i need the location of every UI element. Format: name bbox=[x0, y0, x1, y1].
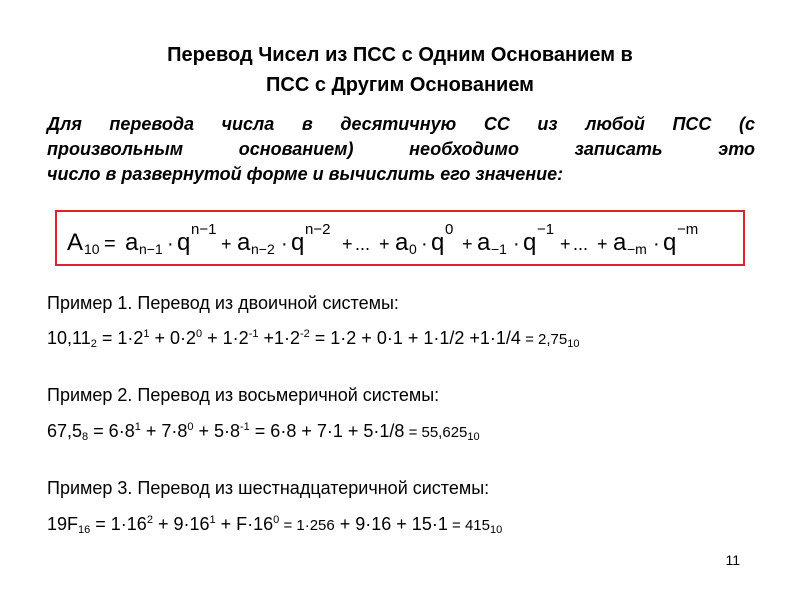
ex2-result: = 55,625 bbox=[404, 424, 468, 441]
formula-A-sub: 10 bbox=[84, 241, 100, 257]
ex3-term-1: = 1·16 bbox=[90, 514, 147, 534]
ex2-term-1: = 6·8 bbox=[88, 421, 135, 441]
ex1-term-4: +1·2 bbox=[258, 328, 300, 348]
ex1-term-3: + 1·2 bbox=[202, 328, 249, 348]
formula-plus-3: + bbox=[379, 234, 390, 254]
ex3-term-3-exp: 0 bbox=[273, 514, 280, 526]
example-1-equation bbox=[47, 322, 579, 356]
example-1-heading: Пример 1. Перевод из двоичной системы: bbox=[47, 293, 399, 313]
example-3-heading: Пример 3. Перевод из шестнадцатеричной системы: bbox=[47, 478, 490, 498]
formula-dot-4: · bbox=[513, 233, 520, 255]
ex2-result-base: 10 bbox=[467, 431, 480, 443]
ex2-expansion: = 6·8 + 7·1 + 5·1/8 bbox=[249, 421, 405, 441]
formula-A: A bbox=[67, 229, 84, 256]
slide-title-line-2: ПСС с Другим Основанием bbox=[266, 74, 534, 96]
formula-q-5: q bbox=[663, 229, 677, 256]
ex1-number-base: 2 bbox=[90, 338, 97, 350]
formula-t2: a bbox=[237, 229, 251, 256]
ex1-term-3-exp: -1 bbox=[248, 328, 259, 340]
ex1-expansion: = 1·2 + 0·1 + 1·1/2 +1·1/4 bbox=[309, 328, 521, 348]
formula-dot-2: · bbox=[281, 233, 288, 255]
ex3-result: = 415 bbox=[447, 517, 490, 534]
ex1-term-4-exp: -2 bbox=[300, 328, 310, 340]
page-number: 11 bbox=[725, 552, 740, 568]
ex2-term-2: + 7·8 bbox=[140, 421, 188, 441]
example-3-equation bbox=[47, 508, 502, 542]
ex1-result: = 2,75 bbox=[520, 331, 568, 348]
ex1-term-2: + 0·2 bbox=[149, 328, 197, 348]
ex3-term-1-exp: 2 bbox=[146, 514, 153, 526]
formula-t1-sub: n−1 bbox=[139, 241, 163, 257]
slide-title-line-1: Перевод Чисел из ПСС с Одним Основанием в bbox=[167, 44, 633, 66]
ex1-term-2-exp: 0 bbox=[196, 328, 203, 340]
formula-t4-sub: −1 bbox=[491, 241, 507, 257]
formula-plus-1: + bbox=[221, 234, 232, 254]
formula-t5: a bbox=[613, 229, 627, 256]
formula-t2-sub: n−2 bbox=[251, 241, 275, 257]
formula-q-4: q bbox=[523, 229, 537, 256]
ex2-number: 67,5 bbox=[47, 421, 83, 441]
formula-eq: = bbox=[104, 233, 116, 255]
ex2-term-2-exp: 0 bbox=[187, 421, 194, 433]
formula-plus-5: + bbox=[560, 234, 571, 254]
formula-dots-1: ... bbox=[355, 234, 371, 254]
formula-t5-exp: −m bbox=[677, 221, 699, 238]
intro-line-2: произвольным основанием) необходимо записать это bbox=[47, 139, 755, 159]
slide-title bbox=[40, 40, 760, 100]
formula-q-1: q bbox=[177, 229, 191, 256]
ex1-term-1-exp: 1 bbox=[143, 328, 150, 340]
formula-t3-sub: 0 bbox=[409, 241, 417, 257]
ex1-number: 10,11 bbox=[47, 328, 91, 348]
ex3-expansion-2: + 9·16 + 15·1 bbox=[334, 514, 448, 534]
formula-t4: a bbox=[477, 229, 491, 256]
formula-plus-2: + bbox=[342, 234, 353, 254]
intro-line-1: Для перевода числа в десятичную СС из любой ПСС (с bbox=[47, 114, 755, 134]
formula-dot-5: · bbox=[653, 233, 660, 255]
formula-box bbox=[55, 210, 745, 266]
ex2-term-3-exp: -1 bbox=[240, 421, 250, 433]
ex3-expansion-1: = 1·256 bbox=[279, 517, 335, 534]
ex3-term-2: + 9·16 bbox=[152, 514, 210, 534]
formula-q-3: q bbox=[431, 229, 445, 256]
ex3-number: 19F bbox=[47, 514, 79, 534]
formula-plus-6: + bbox=[597, 234, 608, 254]
formula-t2-exp: n−2 bbox=[305, 221, 331, 238]
intro-line-3: число в развернутой форме и вычислить его значение: bbox=[47, 164, 564, 184]
intro-paragraph bbox=[47, 112, 755, 187]
example-2-equation bbox=[47, 415, 480, 449]
formula-q-2: q bbox=[291, 229, 305, 256]
formula-t3: a bbox=[395, 229, 409, 256]
formula bbox=[57, 212, 743, 264]
formula-dot-1: · bbox=[167, 233, 174, 255]
ex2-term-1-exp: 1 bbox=[134, 421, 141, 433]
ex1-term-1: = 1·2 bbox=[96, 328, 144, 348]
ex1-result-base: 10 bbox=[567, 338, 580, 350]
ex3-term-2-exp: 1 bbox=[209, 514, 216, 526]
formula-dot-3: · bbox=[421, 233, 428, 255]
formula-t1: a bbox=[125, 229, 139, 256]
ex3-number-base: 16 bbox=[78, 524, 91, 536]
example-2-heading: Пример 2. Перевод из восьмеричной системы: bbox=[47, 385, 440, 405]
formula-t4-exp: −1 bbox=[537, 221, 555, 238]
formula-t1-exp: n−1 bbox=[191, 221, 217, 238]
ex3-result-base: 10 bbox=[489, 524, 503, 536]
ex3-term-3: + F·16 bbox=[215, 514, 274, 534]
formula-t3-exp: 0 bbox=[445, 221, 454, 238]
ex2-number-base: 8 bbox=[82, 431, 89, 443]
formula-t5-sub: −m bbox=[627, 241, 647, 257]
formula-dots-2: ... bbox=[573, 234, 589, 254]
formula-plus-4: + bbox=[462, 234, 473, 254]
ex2-term-3: + 5·8 bbox=[193, 421, 241, 441]
